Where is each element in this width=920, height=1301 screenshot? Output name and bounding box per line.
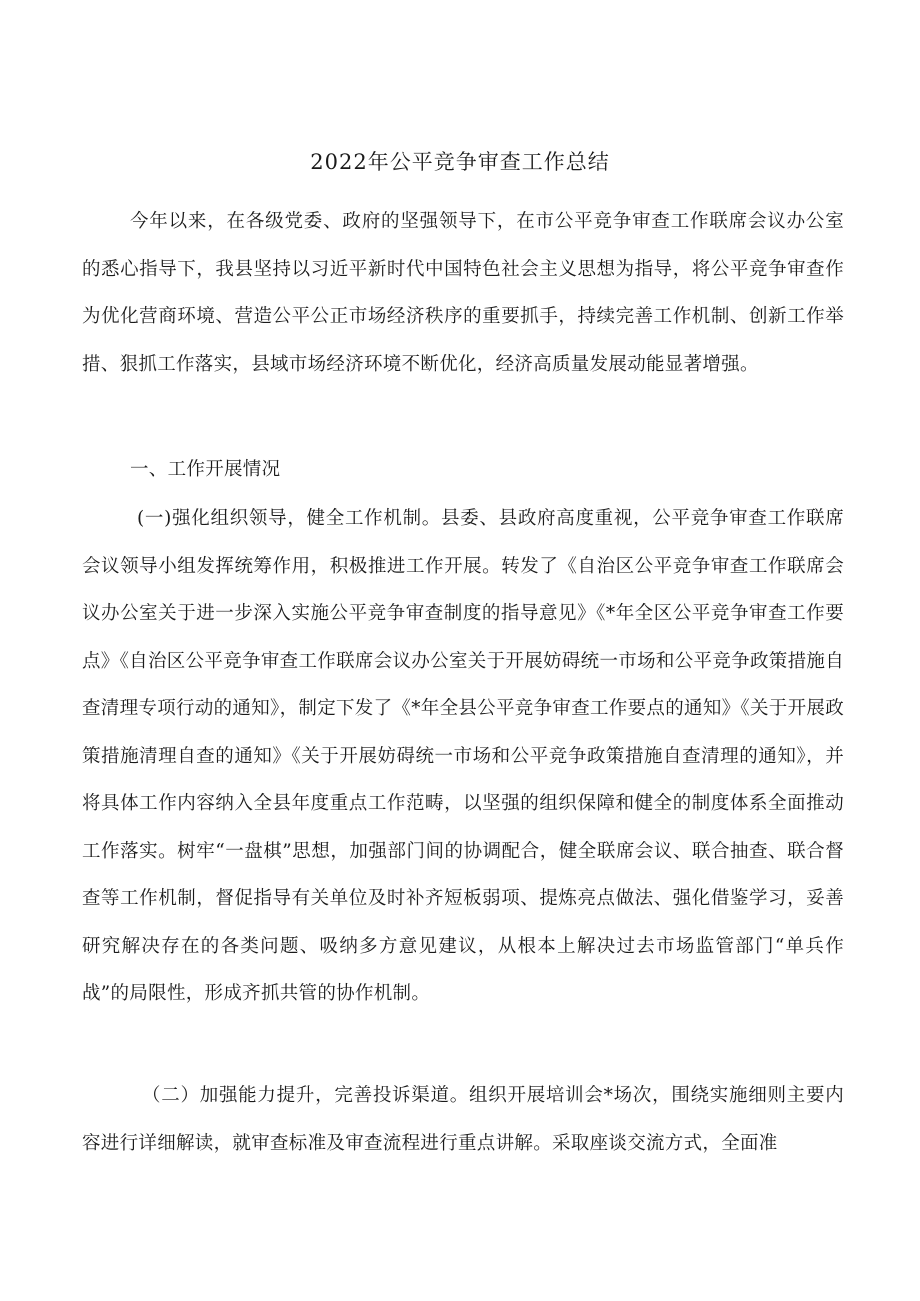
document-title: 2022年公平竞争审查工作总结 (310, 150, 610, 174)
section-paragraph-2: （二）加强能力提升，完善投诉渠道。组织开展培训会*场次，围绕实施细则主要内容进行详细解读，就审查标准及审查流程进行重点讲解。采取座谈交流方式，全面准 (82, 1085, 844, 1154)
section-paragraph-1: (一)强化组织领导，健全工作机制。县委、县政府高度重视，公平竞争审查工作联席会议领导小组发挥统筹作用，积极推进工作开展。转发了《自治区公平竞争审查工作联席会议办公室关于进一步深入实施公平竞争审查制度的指导意见》《*年全区公平竞争审查工作要点》《自治区公平竞争审查工作联席会议办公室关于开展妨碍统一市场和公平竞争政策措施自查清理专项行动的通知》，制定下发了《*年全县公平竞争审查工作要点的通知》《关于开展政策措施清理自查的通知》《关于开展妨碍统一市场和公平竞争政策措施自查清理的通知》，并将具体工作内容纳入全县年度重点工作范畴，以坚强的组织保障和健全的制度体系全面推动工作落实。树牢“一盘棋”思想，加强部门间的协调配合，健全联席会议、联合抽查、联合督查等工作机制，督促指导有关单位及时补齐短板弱项、提炼亮点做法、强化借鉴学习，妥善研究解决存在的各类问题、吸纳多方意见建议，从根本上解决过去市场监管部门“单兵作战”的局限性，形成齐抓共管的协作机制。 (82, 508, 844, 1004)
intro-paragraph: 今年以来，在各级党委、政府的坚强领导下，在市公平竞争审查工作联席会议办公室的悉心指导下，我县坚持以习近平新时代中国特色社会主义思想为指导，将公平竞争审查作为优化营商环境、营造公平公正市场经济秩序的重要抓手，持续完善工作机制、创新工作举措、狠抓工作落实，县域市场经济环境不断优化，经济高质量发展动能显著增强。 (82, 211, 844, 375)
section-heading: 一、工作开展情况 (130, 459, 281, 480)
